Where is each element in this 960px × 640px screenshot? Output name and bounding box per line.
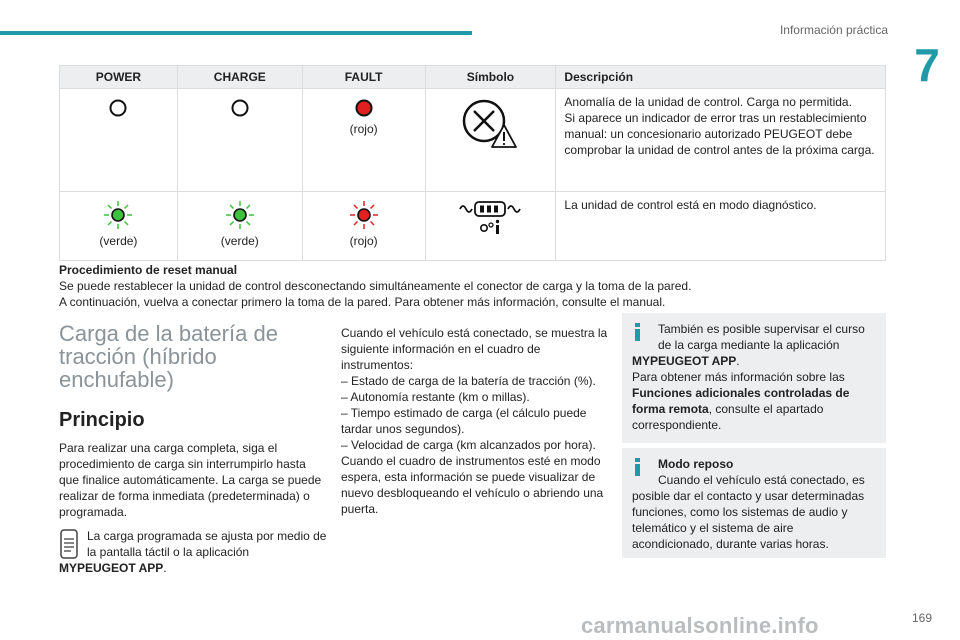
middle-column <box>341 325 609 517</box>
led-color-label: (rojo) <box>349 234 378 248</box>
fault-cell <box>302 192 425 261</box>
column-header-description: Descripción <box>556 66 886 89</box>
led-color-label: (verde) <box>220 234 259 248</box>
page-number: 169 <box>911 611 932 625</box>
subsection-heading: Principio <box>59 409 145 431</box>
reset-line-1: Se puede restablecer la unidad de control desconectando simultáneamente el conector de carga y la toma de la pared. <box>59 279 692 293</box>
watermark: carmanualsonline.info <box>581 613 819 638</box>
reset-title: Procedimiento de reset manual <box>59 263 238 277</box>
scheduled-charge-note <box>59 528 329 576</box>
standby-text: Cuando el vehículo está conectado, es posible dar el contacto y usar determinadas funciones, como los sistemas de audio y telemático y el sistema de aire acondicionado, durante varias horas. <box>632 473 865 551</box>
list-item: – Tiempo estimado de carga (el cálculo puede tardar unos segundos). <box>341 406 587 436</box>
description-cell <box>556 192 886 261</box>
info-icon <box>633 458 643 476</box>
fault-cell <box>302 89 425 192</box>
led-red-flashing-icon <box>349 200 379 230</box>
led-color-label: (rojo) <box>349 122 378 136</box>
list-item: – Velocidad de carga (km alcanzados por hora). <box>341 438 596 452</box>
app-name: MYPEUGEOT APP <box>59 561 164 575</box>
table-row <box>60 89 886 192</box>
connected-intro: Cuando el vehículo está conectado, se muestra la siguiente información en el cuadro de instrumentos: <box>341 326 608 372</box>
standby-title: Modo reposo <box>658 457 734 471</box>
smartphone-icon <box>59 529 79 559</box>
led-red-on-icon <box>354 98 374 118</box>
led-off-icon <box>108 98 128 118</box>
list-item: – Autonomía restante (km o millas). <box>341 390 530 404</box>
info-box-more-end: , consulte el apartado correspondiente. <box>632 402 824 432</box>
power-cell <box>60 89 178 192</box>
phone-note-text: La carga programada se ajusta por medio de la pantalla táctil o la aplicación <box>87 529 327 559</box>
charge-status-table <box>59 65 886 261</box>
fault-cross-warning-icon <box>460 97 520 153</box>
description-text: Anomalía de la unidad de control. Carga no permitida. Si aparece un indicador de error tras un restablecimiento manual: un concesionario autorizado PEUGEOT debe comprobar la unidad de control antes de la próxima carga. <box>564 95 875 157</box>
led-green-flashing-icon <box>225 200 255 230</box>
info-icon <box>633 323 643 341</box>
column-header-fault: FAULT <box>302 66 425 89</box>
description-text: La unidad de control está en modo diagnóstico. <box>564 198 817 212</box>
phone-note-end: . <box>163 561 167 575</box>
description-cell <box>556 89 886 192</box>
chapter-number: 7 <box>914 39 940 91</box>
app-name: MYPEUGEOT APP <box>632 354 737 368</box>
symbol-cell <box>425 192 556 261</box>
standby-note: Cuando el cuadro de instrumentos esté en modo espera, esta información se puede visualizar de nuevo desbloqueando el vehículo o abriendo una puerta. <box>341 454 604 516</box>
charge-cell <box>177 89 302 192</box>
manual-reset-procedure <box>59 262 899 310</box>
power-cell <box>60 192 178 261</box>
column-header-power: POWER <box>60 66 178 89</box>
led-color-label: (verde) <box>99 234 138 248</box>
header-accent-bar <box>0 31 472 35</box>
info-box-standby <box>622 448 886 558</box>
info-box-lead: También es posible supervisar el curso de la carga mediante la aplicación <box>658 322 865 352</box>
section-heading: Carga de la batería de tracción (híbrido enchufable) <box>59 321 278 392</box>
remote-functions-title: Funciones adicionales controladas de forma remota <box>632 386 850 416</box>
info-box-more-start: Para obtener más información sobre las <box>632 370 845 384</box>
charge-cell <box>177 192 302 261</box>
control-unit-diagnostic-icon <box>458 200 522 236</box>
section-title: Información práctica <box>779 23 888 37</box>
led-green-flashing-icon <box>103 200 133 230</box>
list-item: – Estado de carga de la batería de tracción (%). <box>341 374 596 388</box>
symbol-cell <box>425 89 556 192</box>
info-box-app <box>622 313 886 443</box>
reset-line-2: A continuación, vuelva a conectar primero la toma de la pared. Para obtener más información, consulte el manual. <box>59 295 666 309</box>
info-box-app-end: . <box>736 354 740 368</box>
led-off-icon <box>230 98 250 118</box>
table-row <box>60 192 886 261</box>
principle-paragraph: Para realizar una carga completa, siga el procedimiento de carga sin interrumpirlo hasta que finalice automáticamente. La carga se puede realizar de forma inmediata (predeterminada) o programada. <box>59 441 322 519</box>
left-column <box>59 322 329 576</box>
column-header-charge: CHARGE <box>177 66 302 89</box>
table-header-row <box>60 66 886 89</box>
column-header-symbol: Símbolo <box>425 66 556 89</box>
